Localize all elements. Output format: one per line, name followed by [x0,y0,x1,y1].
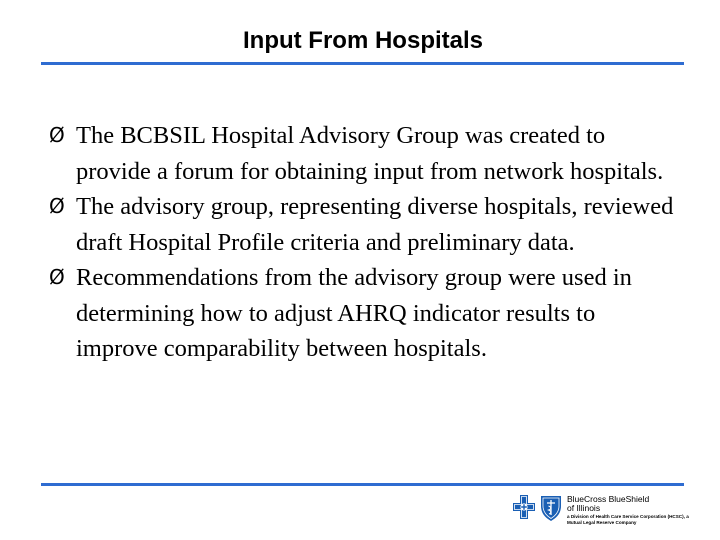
arrow-bullet-icon: Ø [49,194,65,218]
footer-divider [41,483,684,486]
blue-shield-icon [539,494,563,522]
logo-text [567,494,692,526]
bullet-item [48,118,678,189]
bullet-item [48,260,678,367]
bullet-list [48,118,678,367]
bullet-item [48,189,678,260]
arrow-bullet-icon: Ø [49,123,65,147]
bullet-text: The BCBSIL Hospital Advisory Group was created to provide a forum for obtaining input from network hospitals. [76,122,664,185]
brand-sub: of Illinois [567,503,601,513]
title-divider [41,62,684,65]
bullet-text: The advisory group, representing diverse hospitals, reviewed draft Hospital Profile criteria and preliminary data. [76,193,674,256]
brand-fine-print: a Division of Health Care Service Corporation (HCSC), a Mutual Legal Reserve Company [567,514,689,525]
bullet-text: Recommendations from the advisory group were used in determining how to adjust AHRQ indicator results to improve comparability between hospitals. [76,264,632,362]
slide-title: Input From Hospitals [243,27,483,54]
bcbs-logo [512,490,692,536]
blue-cross-icon [512,494,536,520]
brand-name: BlueCross BlueShield [567,494,650,504]
arrow-bullet-icon: Ø [49,265,65,289]
